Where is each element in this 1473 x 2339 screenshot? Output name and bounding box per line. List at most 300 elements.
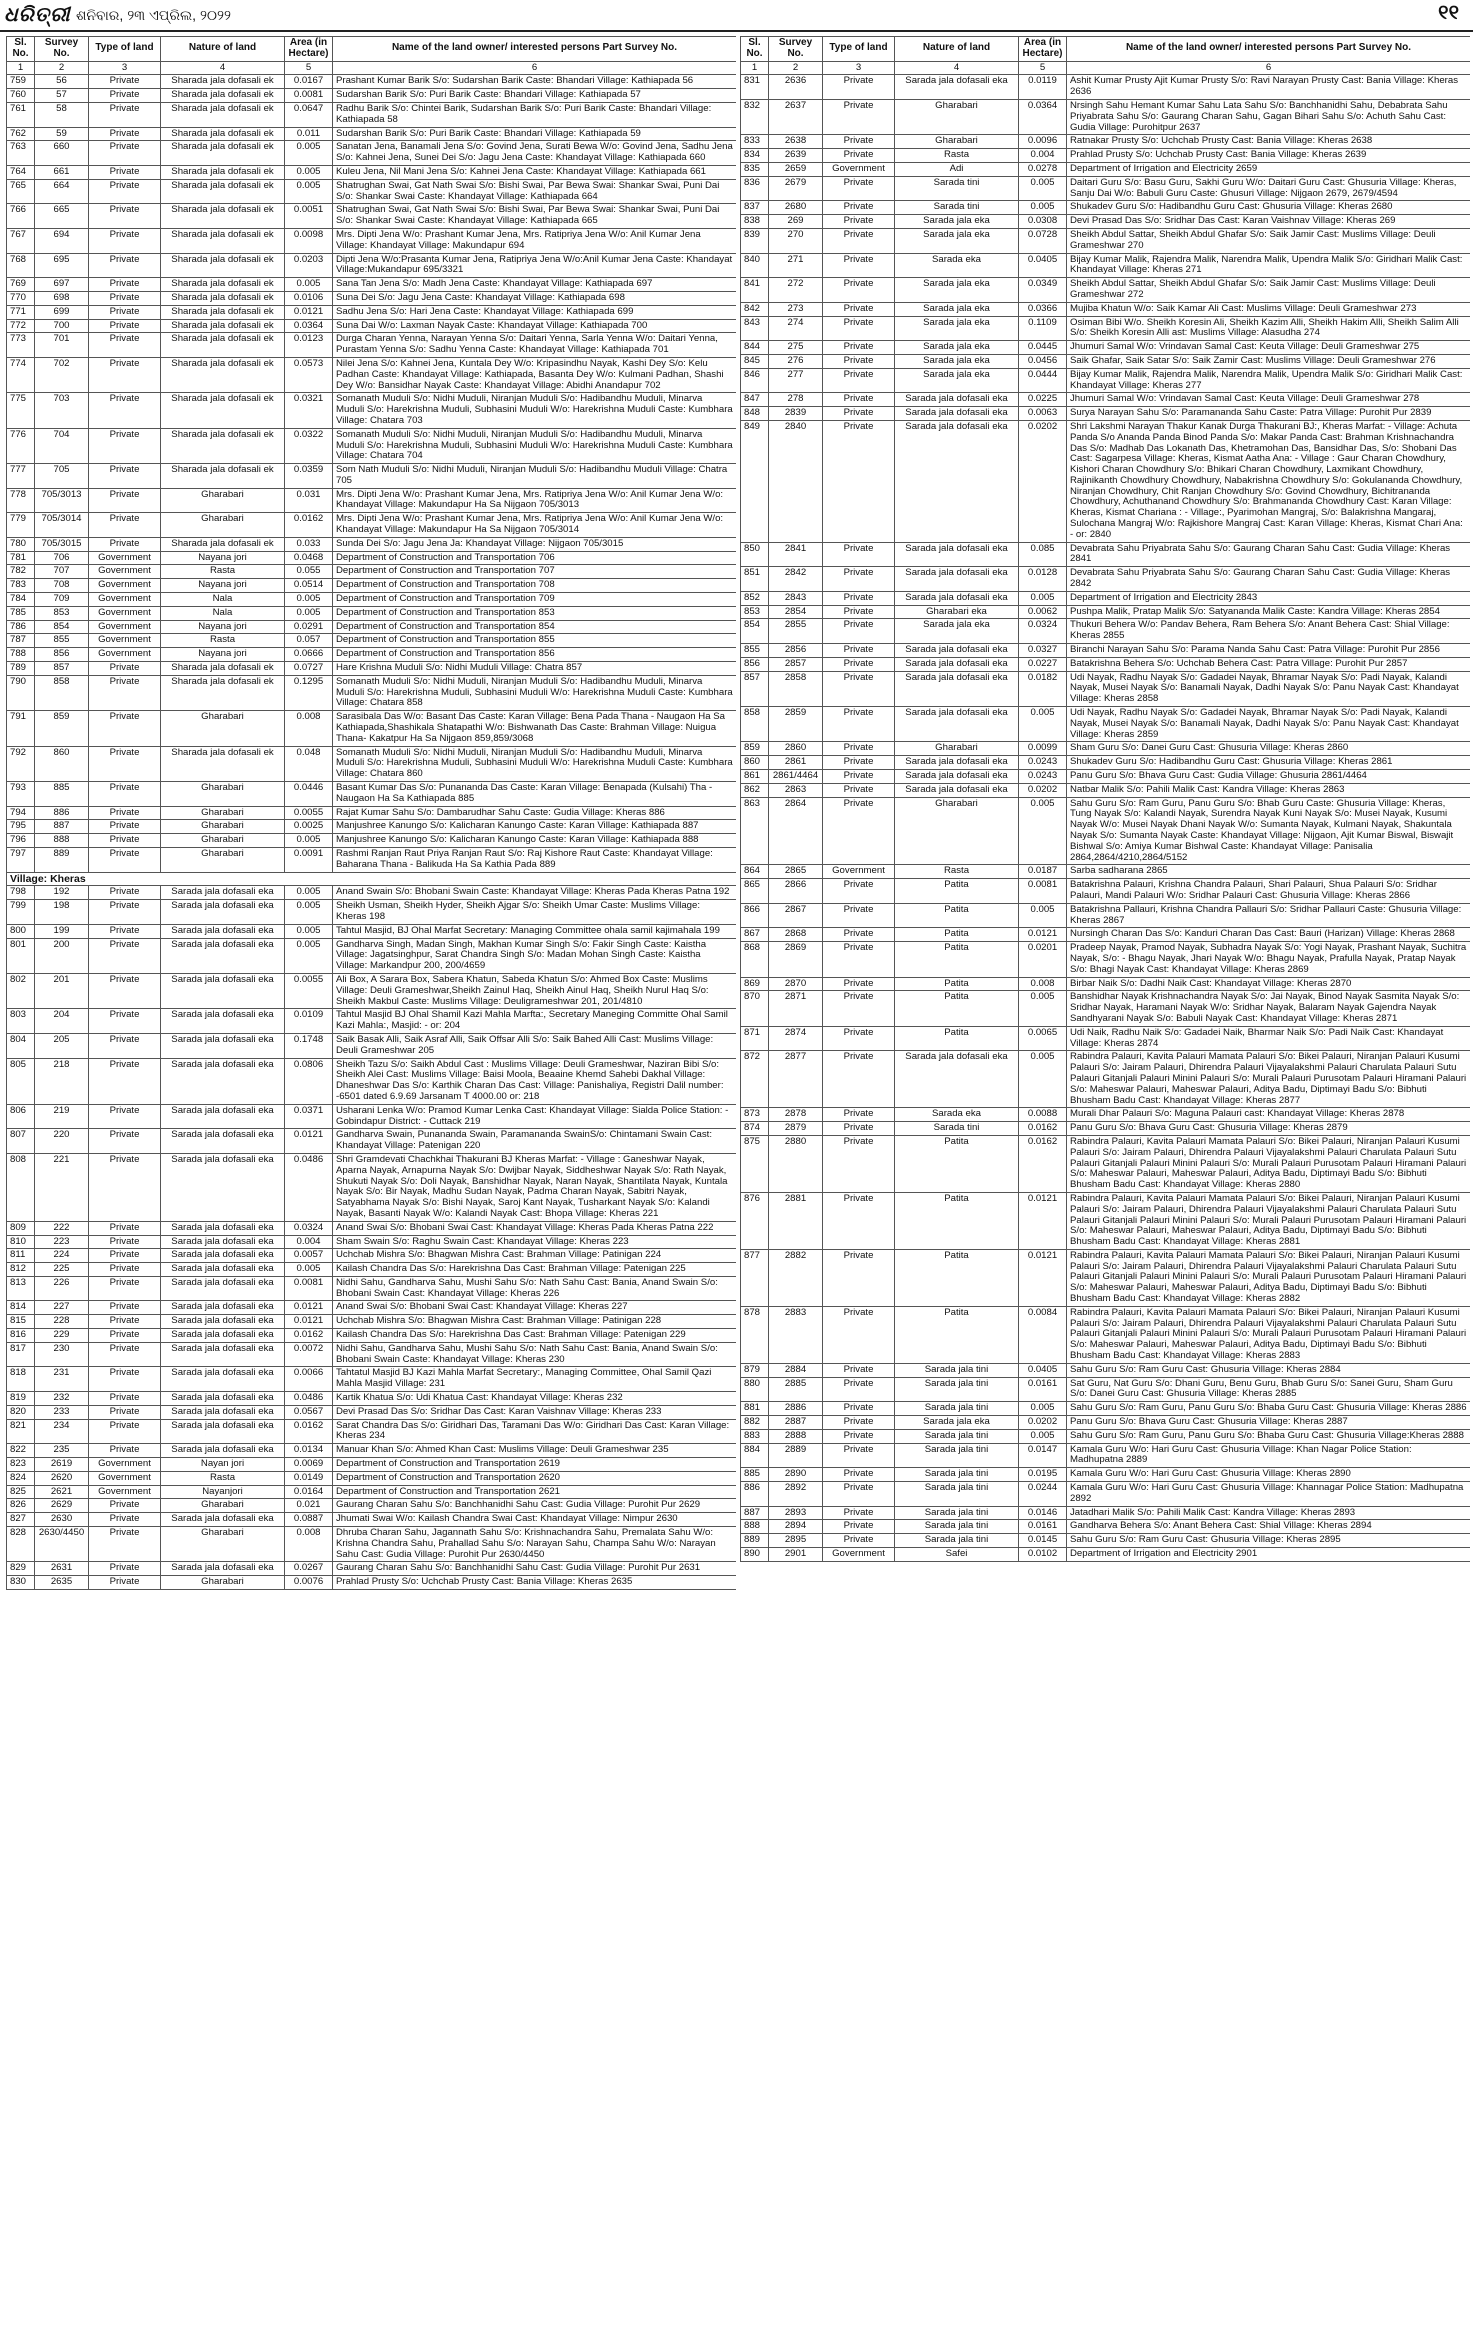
survey-no-cell: 204 (35, 1009, 89, 1034)
area-cell: 0.0091 (285, 848, 333, 873)
land-type-cell: Government (89, 634, 161, 648)
survey-no-cell: 2856 (769, 644, 823, 658)
area-cell: 0.0243 (1019, 770, 1067, 784)
land-type-cell: Private (89, 102, 161, 127)
owner-name-cell: Devi Prasad Das S/o: Sridhar Das Cast: Karan Vaishnav Village: Kheras 233 (333, 1405, 737, 1419)
survey-no-cell: 695 (35, 253, 89, 278)
area-cell: 0.0727 (285, 662, 333, 676)
survey-no-cell: 220 (35, 1129, 89, 1154)
land-nature-cell: Patita (895, 903, 1019, 928)
survey-no-cell: 706 (35, 551, 89, 565)
area-cell: 0.0201 (1019, 942, 1067, 977)
sl-no-cell: 855 (741, 644, 769, 658)
survey-no-cell: 230 (35, 1342, 89, 1367)
owner-name-cell: Tahtul Masjid BJ Ohal Shamil Kazi Mahla Marfta:, Secretary Maneging Committe Ohal Samil Kazi Mahla:, Masjid: - or: 204 (333, 1009, 737, 1034)
sl-no-cell: 817 (7, 1342, 35, 1367)
land-nature-cell: Gharabari (895, 135, 1019, 149)
sl-no-cell: 884 (741, 1443, 769, 1468)
owner-name-cell: Pushpa Malik, Pratap Malik S/o: Satyananda Malik Caste: Kandra Village: Kheras 2854 (1067, 605, 1471, 619)
land-type-cell: Private (823, 928, 895, 942)
land-nature-cell: Gharabari (161, 820, 285, 834)
table-row (7, 1249, 737, 1263)
land-nature-cell: Sarada jala dofasali eka (895, 420, 1019, 542)
owner-name-cell: Somanath Muduli S/o: Nidhi Muduli, Niranjan Muduli S/o: Hadibandhu Muduli, Minarva Muduli S/o: Harekrishna Muduli, Subhasini Muduli W/o: Harekrishna Muduli Caste: Kumbhara Village: Chatara 860 (333, 746, 737, 781)
sl-no-cell: 856 (741, 657, 769, 671)
land-type-cell: Private (823, 797, 895, 865)
sl-no-cell: 850 (741, 542, 769, 567)
table-row (741, 797, 1471, 865)
area-cell: 0.0486 (285, 1153, 333, 1221)
column-number: 5 (285, 61, 333, 75)
area-cell: 0.021 (285, 1499, 333, 1513)
survey-no-cell: 2635 (35, 1576, 89, 1590)
sl-no-cell: 793 (7, 782, 35, 807)
survey-no-cell: 707 (35, 565, 89, 579)
land-nature-cell: Sarada tini (895, 201, 1019, 215)
land-type-cell: Private (89, 278, 161, 292)
land-nature-cell: Sarada jala dofasali eka (895, 644, 1019, 658)
owner-name-cell: Department of Construction and Transportation 855 (333, 634, 737, 648)
sl-no-cell: 759 (7, 75, 35, 89)
sl-no-cell: 784 (7, 593, 35, 607)
owner-name-cell: Mrs. Dipti Jena W/o: Prashant Kumar Jena, Mrs. Ratipriya Jena W/o: Anil Kumar Jena Village: Khandayat Village: Makundapur 694 (333, 228, 737, 253)
survey-no-cell: 2866 (769, 879, 823, 904)
survey-no-cell: 2886 (769, 1402, 823, 1416)
sl-no-header: Sl. No. (7, 37, 35, 62)
table-row (7, 938, 737, 973)
survey-no-cell: 704 (35, 428, 89, 463)
land-type-cell: Private (89, 820, 161, 834)
owner-name-cell: Batakrishna Palauri, Krishna Chandra Palauri, Shari Palauri, Shua Palauri S/o: Sridhar Palauri, Mandi Palauri W/o: Sridhar Palauri Cast: Ghusuria Village: Kheras 2866 (1067, 879, 1471, 904)
land-type-cell: Private (89, 1263, 161, 1277)
table-row (741, 1416, 1471, 1430)
owner-name-cell: Gandharva Behera S/o: Anant Behera Cast: Shial Village: Kheras 2894 (1067, 1520, 1471, 1534)
sl-no-cell: 844 (741, 341, 769, 355)
survey-no-cell: 2880 (769, 1135, 823, 1192)
area-cell: 0.0146 (1019, 1506, 1067, 1520)
owner-name-cell: Tahtul Masjid, BJ Ohal Marfat Secretary: Managing Committee ohala samil kajimahala 199 (333, 924, 737, 938)
survey-no-cell: 887 (35, 820, 89, 834)
sl-no-cell: 761 (7, 102, 35, 127)
village-section-heading: Village: Kheras (7, 872, 737, 886)
area-cell: 0.0187 (1019, 865, 1067, 879)
land-nature-cell: Patita (895, 942, 1019, 977)
owner-name-cell: Anand Swai S/o: Bhobani Swai Cast: Khandayat Village: Kheras 227 (333, 1301, 737, 1315)
sl-no-cell: 848 (741, 407, 769, 421)
land-type-cell: Government (89, 1471, 161, 1485)
sl-no-cell: 869 (741, 977, 769, 991)
land-type-cell: Private (823, 1249, 895, 1306)
sl-no-cell: 887 (741, 1506, 769, 1520)
land-type-cell: Private (823, 605, 895, 619)
owner-name-cell: Surya Narayan Sahu S/o: Paramananda Sahu Caste: Patra Village: Purohit Pur 2839 (1067, 407, 1471, 421)
table-row (7, 551, 737, 565)
table-row (7, 900, 737, 925)
owner-name-cell: Devabrata Sahu Priyabrata Sahu S/o: Gaurang Charan Sahu Cast: Gudia Village: Kheras 2842 (1067, 567, 1471, 592)
land-nature-cell: Gharabari (895, 742, 1019, 756)
sl-no-cell: 872 (741, 1051, 769, 1108)
land-nature-cell: Sarada jala dofasali eka (161, 1301, 285, 1315)
sl-no-cell: 830 (7, 1576, 35, 1590)
land-nature-cell: Sarada jala tini (895, 1443, 1019, 1468)
area-cell: 0.0121 (285, 305, 333, 319)
survey-no-cell: 2631 (35, 1562, 89, 1576)
table-row (7, 1153, 737, 1221)
land-type-cell: Private (89, 1367, 161, 1392)
sl-no-cell: 852 (741, 591, 769, 605)
owner-name-cell: Department of Construction and Transportation 2620 (333, 1471, 737, 1485)
land-type-cell: Private (823, 707, 895, 742)
land-nature-cell: Sarada jala dofasali eka (895, 567, 1019, 592)
table-row (741, 201, 1471, 215)
table-row (741, 420, 1471, 542)
area-cell: 0.0161 (1019, 1377, 1067, 1402)
survey-no-cell: 699 (35, 305, 89, 319)
table-row (741, 1051, 1471, 1108)
table-row (741, 215, 1471, 229)
table-row (7, 924, 737, 938)
sl-no-cell: 871 (741, 1026, 769, 1051)
owner-name-cell: Tahtatul Masjid BJ Kazi Mahla Marfat Secretary:, Managing Committee, Ohal Samil Qazi Mahla Masjid Village: 231 (333, 1367, 737, 1392)
area-cell: 0.0324 (1019, 619, 1067, 644)
survey-no-cell: 224 (35, 1249, 89, 1263)
table-row (7, 1367, 737, 1392)
table-row (741, 942, 1471, 977)
land-type-cell: Private (823, 1108, 895, 1122)
land-type-cell: Private (89, 1513, 161, 1527)
land-type-cell: Private (89, 75, 161, 89)
land-nature-cell: Sarada jala dofasali eka (161, 1033, 285, 1058)
land-type-cell: Private (89, 1058, 161, 1104)
newspaper-logo: ଧରିତ୍ରୀ (4, 2, 71, 26)
survey-no-cell: 859 (35, 711, 89, 746)
survey-no-cell: 2871 (769, 991, 823, 1026)
land-type-cell: Private (823, 1026, 895, 1051)
table-row (7, 165, 737, 179)
land-type-cell: Private (823, 977, 895, 991)
table-row (7, 820, 737, 834)
table-row (741, 1192, 1471, 1249)
land-nature-cell: Gharabari (161, 806, 285, 820)
sl-no-cell: 861 (741, 770, 769, 784)
table-row (741, 1482, 1471, 1507)
table-row (7, 620, 737, 634)
land-type-cell: Private (89, 1419, 161, 1444)
owner-name-cell: Mrs. Dipti Jena W/o: Prashant Kumar Jena, Mrs. Ratipriya Jena W/o: Anil Kumar Jena W/o: Khandayat Village: Makundapur Ha Sa Nijgaon 705/3013 (333, 488, 737, 513)
survey-no-cell: 270 (769, 228, 823, 253)
sl-no-cell: 824 (7, 1471, 35, 1485)
area-cell: 0.0121 (1019, 1249, 1067, 1306)
table-row (7, 634, 737, 648)
survey-no-cell: 234 (35, 1419, 89, 1444)
area-cell: 0.0647 (285, 102, 333, 127)
table-row (7, 278, 737, 292)
land-nature-cell: Sarada jala dofasali eka (161, 1058, 285, 1104)
sl-no-cell: 847 (741, 393, 769, 407)
area-cell: 0.0514 (285, 579, 333, 593)
owner-name-cell: Somanath Muduli S/o: Nidhi Muduli, Niranjan Muduli S/o: Hadibandhu Muduli, Minarva Muduli S/o: Harekrishna Muduli, Subhasini Muduli W/o: Harekrishna Muduli Caste: Kumbhara Village: Chatara 703 (333, 393, 737, 428)
land-type-cell: Private (89, 393, 161, 428)
survey-no-cell: 2874 (769, 1026, 823, 1051)
area-cell: 0.0055 (285, 806, 333, 820)
owner-name-cell: Ali Box, A Sarara Box, Sabera Khatun, Sabeda Khatun S/o: Ahmed Box Caste: Muslims Village: Deuli Grameshwar,Sheikh Zainul Haq, Sheikh Ainul Haq, Sheikh Nurul Haq S/o: Sheikh Makbul Caste: Muslims Village: Deuligrameshwar 201, 201/4810 (333, 973, 737, 1008)
owner-name-cell: Panu Guru S/o: Bhava Guru Cast: Ghusuria Village: Kheras 2887 (1067, 1416, 1471, 1430)
owner-name-cell: Bijay Kumar Malik, Rajendra Malik, Narendra Malik, Upendra Malik S/o: Giridhari Malik Cast: Khandayat Village: Kheras 277 (1067, 368, 1471, 393)
survey-no-cell: 200 (35, 938, 89, 973)
land-nature-cell: Sarada jala dofasali eka (161, 1367, 285, 1392)
sl-no-cell: 843 (741, 316, 769, 341)
survey-no-cell: 2863 (769, 783, 823, 797)
survey-no-cell: 198 (35, 900, 89, 925)
land-type-cell: Private (89, 1329, 161, 1343)
area-cell: 0.011 (285, 127, 333, 141)
survey-no-cell: 221 (35, 1153, 89, 1221)
land-type-cell: Private (823, 1306, 895, 1363)
owner-name-cell: Udi Nayak, Radhu Nayak S/o: Gadadei Nayak, Bhramar Nayak S/o: Padi Nayak, Kalandi Nayak, Musei Nayak S/o: Banamali Nayak, Dadhi Nayak S/o: Panu Nayak Cast: Khandayat Village: Kheras 2858 (1067, 671, 1471, 706)
survey-no-cell: 2884 (769, 1363, 823, 1377)
area-cell: 0.0225 (1019, 393, 1067, 407)
area-cell: 0.0327 (1019, 644, 1067, 658)
survey-no-cell: 705/3015 (35, 537, 89, 551)
land-nature-cell: Sharada jala dofasali ek (161, 393, 285, 428)
land-type-cell: Private (823, 99, 895, 134)
table-row (7, 1513, 737, 1527)
sl-no-cell: 829 (7, 1562, 35, 1576)
land-nature-cell: Gharabari (161, 513, 285, 538)
land-type-cell: Private (823, 1402, 895, 1416)
land-type-cell: Private (89, 924, 161, 938)
sl-no-cell: 815 (7, 1315, 35, 1329)
area-cell: 0.0202 (1019, 1416, 1067, 1430)
table-row (741, 1026, 1471, 1051)
land-type-cell: Private (89, 1527, 161, 1562)
land-type-cell: Government (823, 1548, 895, 1562)
table-row (7, 886, 737, 900)
table-row (741, 407, 1471, 421)
land-type-cell: Private (823, 354, 895, 368)
sl-no-cell: 839 (741, 228, 769, 253)
owner-name-cell: Ashit Kumar Prusty Ajit Kumar Prusty S/o: Ravi Narayan Prusty Cast: Bania Village: Kheras 2636 (1067, 75, 1471, 100)
land-nature-cell: Gharabari (161, 834, 285, 848)
owner-name-cell: Kamala Guru W/o: Hari Guru Cast: Ghusuria Village: Khan Nagar Police Station: Madhupatna 2889 (1067, 1443, 1471, 1468)
land-nature-cell: Nala (161, 606, 285, 620)
survey-no-cell: 701 (35, 333, 89, 358)
owner-name-cell: Batakrishna Pallauri, Krishna Chandra Pallauri S/o: Sridhar Pallauri Caste: Ghusuria Village: Kheras 2867 (1067, 903, 1471, 928)
area-cell: 0.005 (285, 1263, 333, 1277)
table-row (741, 542, 1471, 567)
land-type-cell: Private (89, 900, 161, 925)
sl-no-cell: 876 (741, 1192, 769, 1249)
survey-no-cell: 889 (35, 848, 89, 873)
land-type-cell: Private (823, 1192, 895, 1249)
area-cell: 0.0145 (1019, 1534, 1067, 1548)
land-nature-cell: Nayana jori (161, 579, 285, 593)
table-row (7, 1485, 737, 1499)
land-nature-cell: Sarada jala dofasali eka (895, 657, 1019, 671)
table-body (7, 75, 737, 1590)
table-row (741, 1429, 1471, 1443)
table-row (741, 707, 1471, 742)
table-row (741, 75, 1471, 100)
area-cell: 0.0267 (285, 1562, 333, 1576)
land-type-cell: Government (89, 593, 161, 607)
area-cell: 0.0072 (285, 1342, 333, 1367)
land-type-cell: Private (823, 567, 895, 592)
area-cell: 0.031 (285, 488, 333, 513)
sl-no-cell: 777 (7, 464, 35, 489)
sl-no-cell: 864 (741, 865, 769, 879)
sl-no-cell: 798 (7, 886, 35, 900)
column-number: 1 (7, 61, 35, 75)
survey-no-cell: 2855 (769, 619, 823, 644)
sl-no-cell: 789 (7, 662, 35, 676)
owner-name-cell: Department of Construction and Transportation 706 (333, 551, 737, 565)
masthead (0, 0, 1473, 32)
area-cell: 0.008 (1019, 977, 1067, 991)
land-nature-cell: Sarada jala dofasali eka (161, 1513, 285, 1527)
land-nature-cell: Sharada jala dofasali ek (161, 102, 285, 127)
land-nature-cell: Sarada jala eka (895, 278, 1019, 303)
survey-no-cell: 856 (35, 648, 89, 662)
area-cell: 0.0444 (1019, 368, 1067, 393)
owner-name-cell: Panu Guru S/o: Bhava Guru Cast: Ghusuria Village: Kheras 2879 (1067, 1122, 1471, 1136)
area-cell: 0.0567 (285, 1405, 333, 1419)
sl-no-cell: 849 (741, 420, 769, 542)
area-cell: 0.0202 (1019, 783, 1067, 797)
owner-name-cell: Rabindra Palauri, Kavita Palauri Mamata Palauri S/o: Bikei Palauri, Niranjan Palauri Kusumi Palauri S/o: Jairam Palauri, Dhirendra Palauri Vijayalakshmi Palauri Charulata Palauri Sutu Palauri Gitanjali Palauri Minini Palauri S/o: Murali Palauri Purusotam Palauri Hiramani Palauri S/o: Maheswar Palauri, Maheswar Palauri, Aditya Badu, Diptimayi Badu S/o: Bibhuti Bhusham Badu Cast: Khandayat Village: Kheras 2881 (1067, 1192, 1471, 1249)
survey-no-cell: 2868 (769, 928, 823, 942)
owner-name-cell: Sahu Guru S/o: Ram Guru Cast: Ghusuria Village: Kheras 2895 (1067, 1534, 1471, 1548)
land-nature-cell: Sarada jala dofasali eka (161, 1405, 285, 1419)
area-cell: 0.0244 (1019, 1482, 1067, 1507)
land-type-cell: Private (89, 806, 161, 820)
table-row (741, 1122, 1471, 1136)
owner-name-cell: Natbar Malik S/o: Pahili Malik Cast: Kandra Village: Kheras 2863 (1067, 783, 1471, 797)
land-nature-cell: Sarada jala dofasali eka (161, 1392, 285, 1406)
area-cell: 0.0887 (285, 1513, 333, 1527)
table-row (741, 1548, 1471, 1562)
area-cell: 0.0182 (1019, 671, 1067, 706)
survey-no-cell: 276 (769, 354, 823, 368)
survey-no-cell: 2842 (769, 567, 823, 592)
land-type-cell: Private (823, 1051, 895, 1108)
area-cell: 0.0102 (1019, 1548, 1067, 1562)
owner-name-cell: Sadhu Jena S/o: Hari Jena Caste: Khandayat Village: Kathiapada 699 (333, 305, 737, 319)
sl-no-cell: 787 (7, 634, 35, 648)
land-nature-cell: Sarada jala dofasali eka (895, 75, 1019, 100)
table-row (741, 770, 1471, 784)
owner-name-cell: Department of Construction and Transportation 707 (333, 565, 737, 579)
land-nature-cell: Sarada tini (895, 1122, 1019, 1136)
land-nature-cell: Sharada jala dofasali ek (161, 305, 285, 319)
owner-name-cell: Pradeep Nayak, Pramod Nayak, Subhadra Nayak S/o: Yogi Nayak, Prashant Nayak, Suchitra Nayak, S/o: - Bhagu Nayak, Jhari Nayak W/o: Bhagu Nayak, Prafulla Nayak, Pratap Nayak S/o: Bhagi Nayak Cast: Khandayat Village: Kheras 2869 (1067, 942, 1471, 977)
land-nature-cell: Sarada jala tini (895, 1506, 1019, 1520)
sl-no-cell: 820 (7, 1405, 35, 1419)
area-cell: 0.1295 (285, 675, 333, 710)
survey-no-cell: 858 (35, 675, 89, 710)
survey-no-cell: 271 (769, 253, 823, 278)
land-nature-cell: Nayanjori (161, 1485, 285, 1499)
land-type-cell: Private (823, 657, 895, 671)
area-cell: 0.0134 (285, 1444, 333, 1458)
land-type-cell: Government (89, 648, 161, 662)
survey-no-cell: 2630 (35, 1513, 89, 1527)
land-type-cell: Private (89, 179, 161, 204)
land-nature-cell: Gharabari (895, 797, 1019, 865)
sl-no-cell: 838 (741, 215, 769, 229)
owner-name-cell: Kailash Chandra Das S/o: Harekrishna Das Cast: Brahman Village: Patenigan 229 (333, 1329, 737, 1343)
table-row (741, 619, 1471, 644)
table-row (741, 742, 1471, 756)
area-cell: 0.0456 (1019, 354, 1067, 368)
land-type-cell: Private (89, 357, 161, 392)
area-cell: 0.048 (285, 746, 333, 781)
table-row (7, 1419, 737, 1444)
sl-no-cell: 842 (741, 302, 769, 316)
owner-name-cell: Prahlad Prusty S/o: Uchchab Prusty Cast: Bania Village: Kheras 2639 (1067, 149, 1471, 163)
survey-no-cell: 855 (35, 634, 89, 648)
land-nature-cell: Sarada jala dofasali eka (895, 707, 1019, 742)
table-row (741, 368, 1471, 393)
owner-name-cell: Manjushree Kanungo S/o: Kalicharan Kanungo Caste: Karan Village: Kathiapada 887 (333, 820, 737, 834)
owner-name-cell: Sarasibala Das W/o: Basant Das Caste: Karan Village: Bena Pada Thana - Naugaon Ha Sa Kathiapada,Shashikala Shatapathi W/o: Bishwanath Das Caste: Brahman Village: Nuigua Thana- Kakatpur Ha Sa Nijgaon 859,859/3068 (333, 711, 737, 746)
land-type-cell: Government (89, 1485, 161, 1499)
table-row (7, 228, 737, 253)
area-cell: 0.005 (285, 593, 333, 607)
owner-name-cell: Department of Irrigation and Electricity 2659 (1067, 162, 1471, 176)
survey-no-cell: 225 (35, 1263, 89, 1277)
sl-no-cell: 781 (7, 551, 35, 565)
table-row (7, 319, 737, 333)
owner-name-cell: Somanath Muduli S/o: Nidhi Muduli, Niranjan Muduli S/o: Hadibandhu Muduli, Minarva Muduli S/o: Harekrishna Muduli, Subhasini Muduli W/o: Harekrishna Muduli Caste: Kumbhara Village: Chatara 704 (333, 428, 737, 463)
area-cell: 0.0081 (285, 1276, 333, 1301)
table-row (7, 606, 737, 620)
land-nature-cell: Sarada jala dofasali eka (161, 1342, 285, 1367)
table-row (741, 1520, 1471, 1534)
table-row (7, 675, 737, 710)
survey-no-cell: 705 (35, 464, 89, 489)
land-type-cell: Private (823, 783, 895, 797)
sl-no-cell: 863 (741, 797, 769, 865)
area-cell: 0.005 (285, 924, 333, 938)
sl-no-cell: 811 (7, 1249, 35, 1263)
sl-no-cell: 773 (7, 333, 35, 358)
owner-name-cell: Uchchab Mishra S/o: Bhagwan Mishra Cast: Brahman Village: Patinigan 224 (333, 1249, 737, 1263)
owner-name-cell: Devi Prasad Das S/o: Sridhar Das Cast: Karan Vaishnav Village: Kheras 269 (1067, 215, 1471, 229)
land-nature-cell: Sarada jala dofasali eka (895, 591, 1019, 605)
land-type-cell: Private (823, 149, 895, 163)
land-nature-cell: Sarada jala dofasali eka (161, 1009, 285, 1034)
sl-no-cell: 786 (7, 620, 35, 634)
survey-no-cell: 229 (35, 1329, 89, 1343)
survey-no-cell: 888 (35, 834, 89, 848)
area-cell: 0.0162 (285, 1419, 333, 1444)
table-row (741, 605, 1471, 619)
table-row (7, 1471, 737, 1485)
table-row (7, 393, 737, 428)
owner-name-cell: Rashmi Ranjan Raut Priya Ranjan Raut S/o: Raj Kishore Raut Caste: Khandayat Village: Baharana Thana - Balikuda Ha Sa Kathia Pada 889 (333, 848, 737, 873)
sl-no-cell: 812 (7, 1263, 35, 1277)
owner-name-cell: Biranchi Narayan Sahu S/o: Parama Nanda Sahu Cast: Patra Village: Purohit Pur 2856 (1067, 644, 1471, 658)
table-row (741, 903, 1471, 928)
sl-no-cell: 770 (7, 291, 35, 305)
sl-no-cell: 768 (7, 253, 35, 278)
land-type-cell: Private (823, 1363, 895, 1377)
area-cell: 0.005 (1019, 797, 1067, 865)
land-nature-cell: Gharabari (895, 99, 1019, 134)
table-row (741, 671, 1471, 706)
table-row (7, 1129, 737, 1154)
